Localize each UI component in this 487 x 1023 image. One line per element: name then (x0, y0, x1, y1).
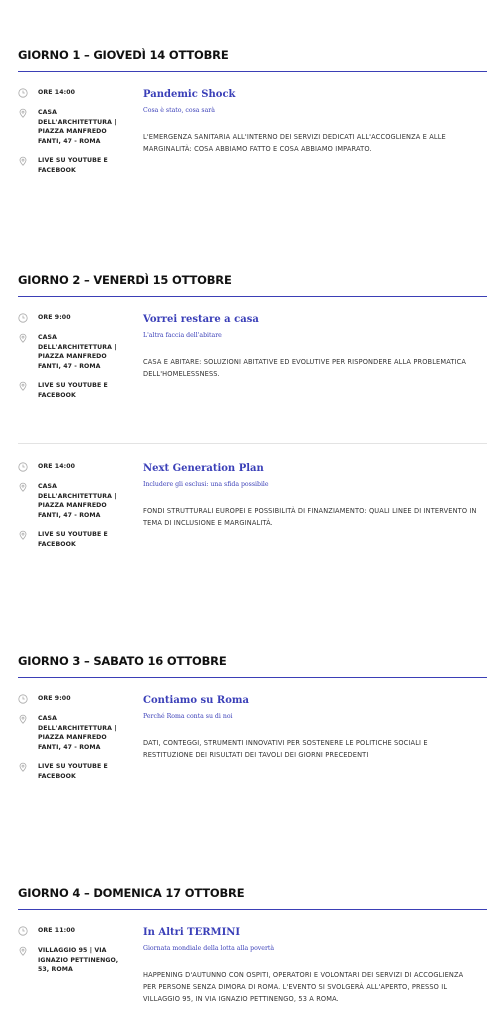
session-time: ORE 11:00 (38, 927, 76, 934)
session-subtitle: Includere gli esclusi: una sfida possibile (143, 481, 269, 488)
session-time: ORE 9:00 (38, 695, 71, 702)
session-meta (18, 926, 128, 985)
session-title[interactable]: Pandemic Shock (143, 89, 236, 100)
session-content (143, 313, 478, 380)
session (18, 313, 487, 443)
day-3 (18, 654, 487, 824)
session (18, 443, 487, 573)
session-description: L'EMERGENZA SANITARIA ALL'INTERNO DEI SERVIZI DEDICATI ALL'ACCOGLIENZA E ALLE MARGINALITÀ: COSA ABBIAMO FATTO E COSA ABBIAMO IMPARATO. (143, 133, 446, 153)
day-1 (18, 48, 487, 218)
map-pin-icon (18, 381, 28, 391)
session-description: CASA E ABITARE: SOLUZIONI ABITATIVE ED EVOLUTIVE PER RISPONDERE ALLA PROBLEMATICA DELL'HOMELESSNESS. (143, 358, 467, 378)
clock-icon (18, 313, 28, 323)
session-content (143, 694, 478, 761)
session-meta (18, 462, 128, 559)
session-live: LIVE SU YOUTUBE E FACEBOOK (38, 531, 108, 548)
day-title: GIORNO 1 – GIOVEDÌ 14 OTTOBRE (18, 48, 487, 72)
session-location: CASA DELL'ARCHITETTURA | PIAZZA MANFREDO FANTI, 47 - ROMA (38, 483, 117, 519)
session-time: ORE 9:00 (38, 314, 71, 321)
session-live: LIVE SU YOUTUBE E FACEBOOK (38, 763, 108, 780)
session-content (143, 926, 478, 1005)
session-time: ORE 14:00 (38, 463, 76, 470)
day-4 (18, 886, 487, 1023)
day-title: GIORNO 3 – SABATO 16 OTTOBRE (18, 654, 487, 678)
map-pin-icon (18, 482, 28, 492)
map-pin-icon (18, 156, 28, 166)
session-meta (18, 694, 128, 791)
map-pin-icon (18, 108, 28, 118)
session-subtitle: L'altra faccia dell'abitare (143, 332, 222, 339)
session (18, 694, 487, 824)
session-meta (18, 88, 128, 185)
session-title[interactable]: Next Generation Plan (143, 463, 264, 474)
session-title[interactable]: Vorrei restare a casa (143, 314, 259, 325)
session-time: ORE 14:00 (38, 89, 76, 96)
session (18, 926, 487, 1023)
session-subtitle: Perché Roma conta su di noi (143, 713, 233, 720)
session-content (143, 88, 478, 155)
session-subtitle: Giornata mondiale della lotta alla povertà (143, 945, 275, 952)
day-title: GIORNO 2 – VENERDÌ 15 OTTOBRE (18, 273, 487, 297)
session-location: VILLAGGIO 95 | VIA IGNAZIO PETTINENGO, 53, ROMA (38, 947, 119, 973)
session-location: CASA DELL'ARCHITETTURA | PIAZZA MANFREDO FANTI, 47 - ROMA (38, 109, 117, 145)
session-live: LIVE SU YOUTUBE E FACEBOOK (38, 382, 108, 399)
map-pin-icon (18, 530, 28, 540)
session-title[interactable]: In Altri TERMINI (143, 927, 241, 938)
map-pin-icon (18, 946, 28, 956)
clock-icon (18, 462, 28, 472)
session-subtitle: Cosa è stato, cosa sarà (143, 107, 215, 114)
clock-icon (18, 88, 28, 98)
map-pin-icon (18, 714, 28, 724)
session-title[interactable]: Contiamo su Roma (143, 695, 249, 706)
session-content (143, 462, 478, 529)
session-description: HAPPENING D'AUTUNNO CON OSPITI, OPERATORI E VOLONTARI DEI SERVIZI DI ACCOGLIENZA PER PERSONE SENZA DIMORA DI ROMA. L'EVENTO SI SVOLGERÀ ALL'APERTO, PRESSO IL VILLAGGIO 95, IN VIA IGNAZIO PETTINENGO, 53 A ROMA. (143, 971, 464, 1003)
session-location: CASA DELL'ARCHITETTURA | PIAZZA MANFREDO FANTI, 47 - ROMA (38, 715, 117, 751)
map-pin-icon (18, 762, 28, 772)
day-2 (18, 273, 487, 573)
clock-icon (18, 694, 28, 704)
session (18, 88, 487, 218)
session-meta (18, 313, 128, 410)
session-description: DATI, CONTEGGI, STRUMENTI INNOVATIVI PER SOSTENERE LE POLITICHE SOCIALI E RESTITUZIONE DEI RISULTATI DEI TAVOLI DEI GIORNI PRECEDENTI (143, 739, 428, 759)
day-title: GIORNO 4 – DOMENICA 17 OTTOBRE (18, 886, 487, 910)
map-pin-icon (18, 333, 28, 343)
clock-icon (18, 926, 28, 936)
session-live: LIVE SU YOUTUBE E FACEBOOK (38, 157, 108, 174)
session-location: CASA DELL'ARCHITETTURA | PIAZZA MANFREDO FANTI, 47 - ROMA (38, 334, 117, 370)
session-description: FONDI STRUTTURALI EUROPEI E POSSIBILITÀ DI FINANZIAMENTO: QUALI LINEE DI INTERVENTO IN TEMA DI INCLUSIONE E MARGINALITÀ. (143, 507, 477, 527)
